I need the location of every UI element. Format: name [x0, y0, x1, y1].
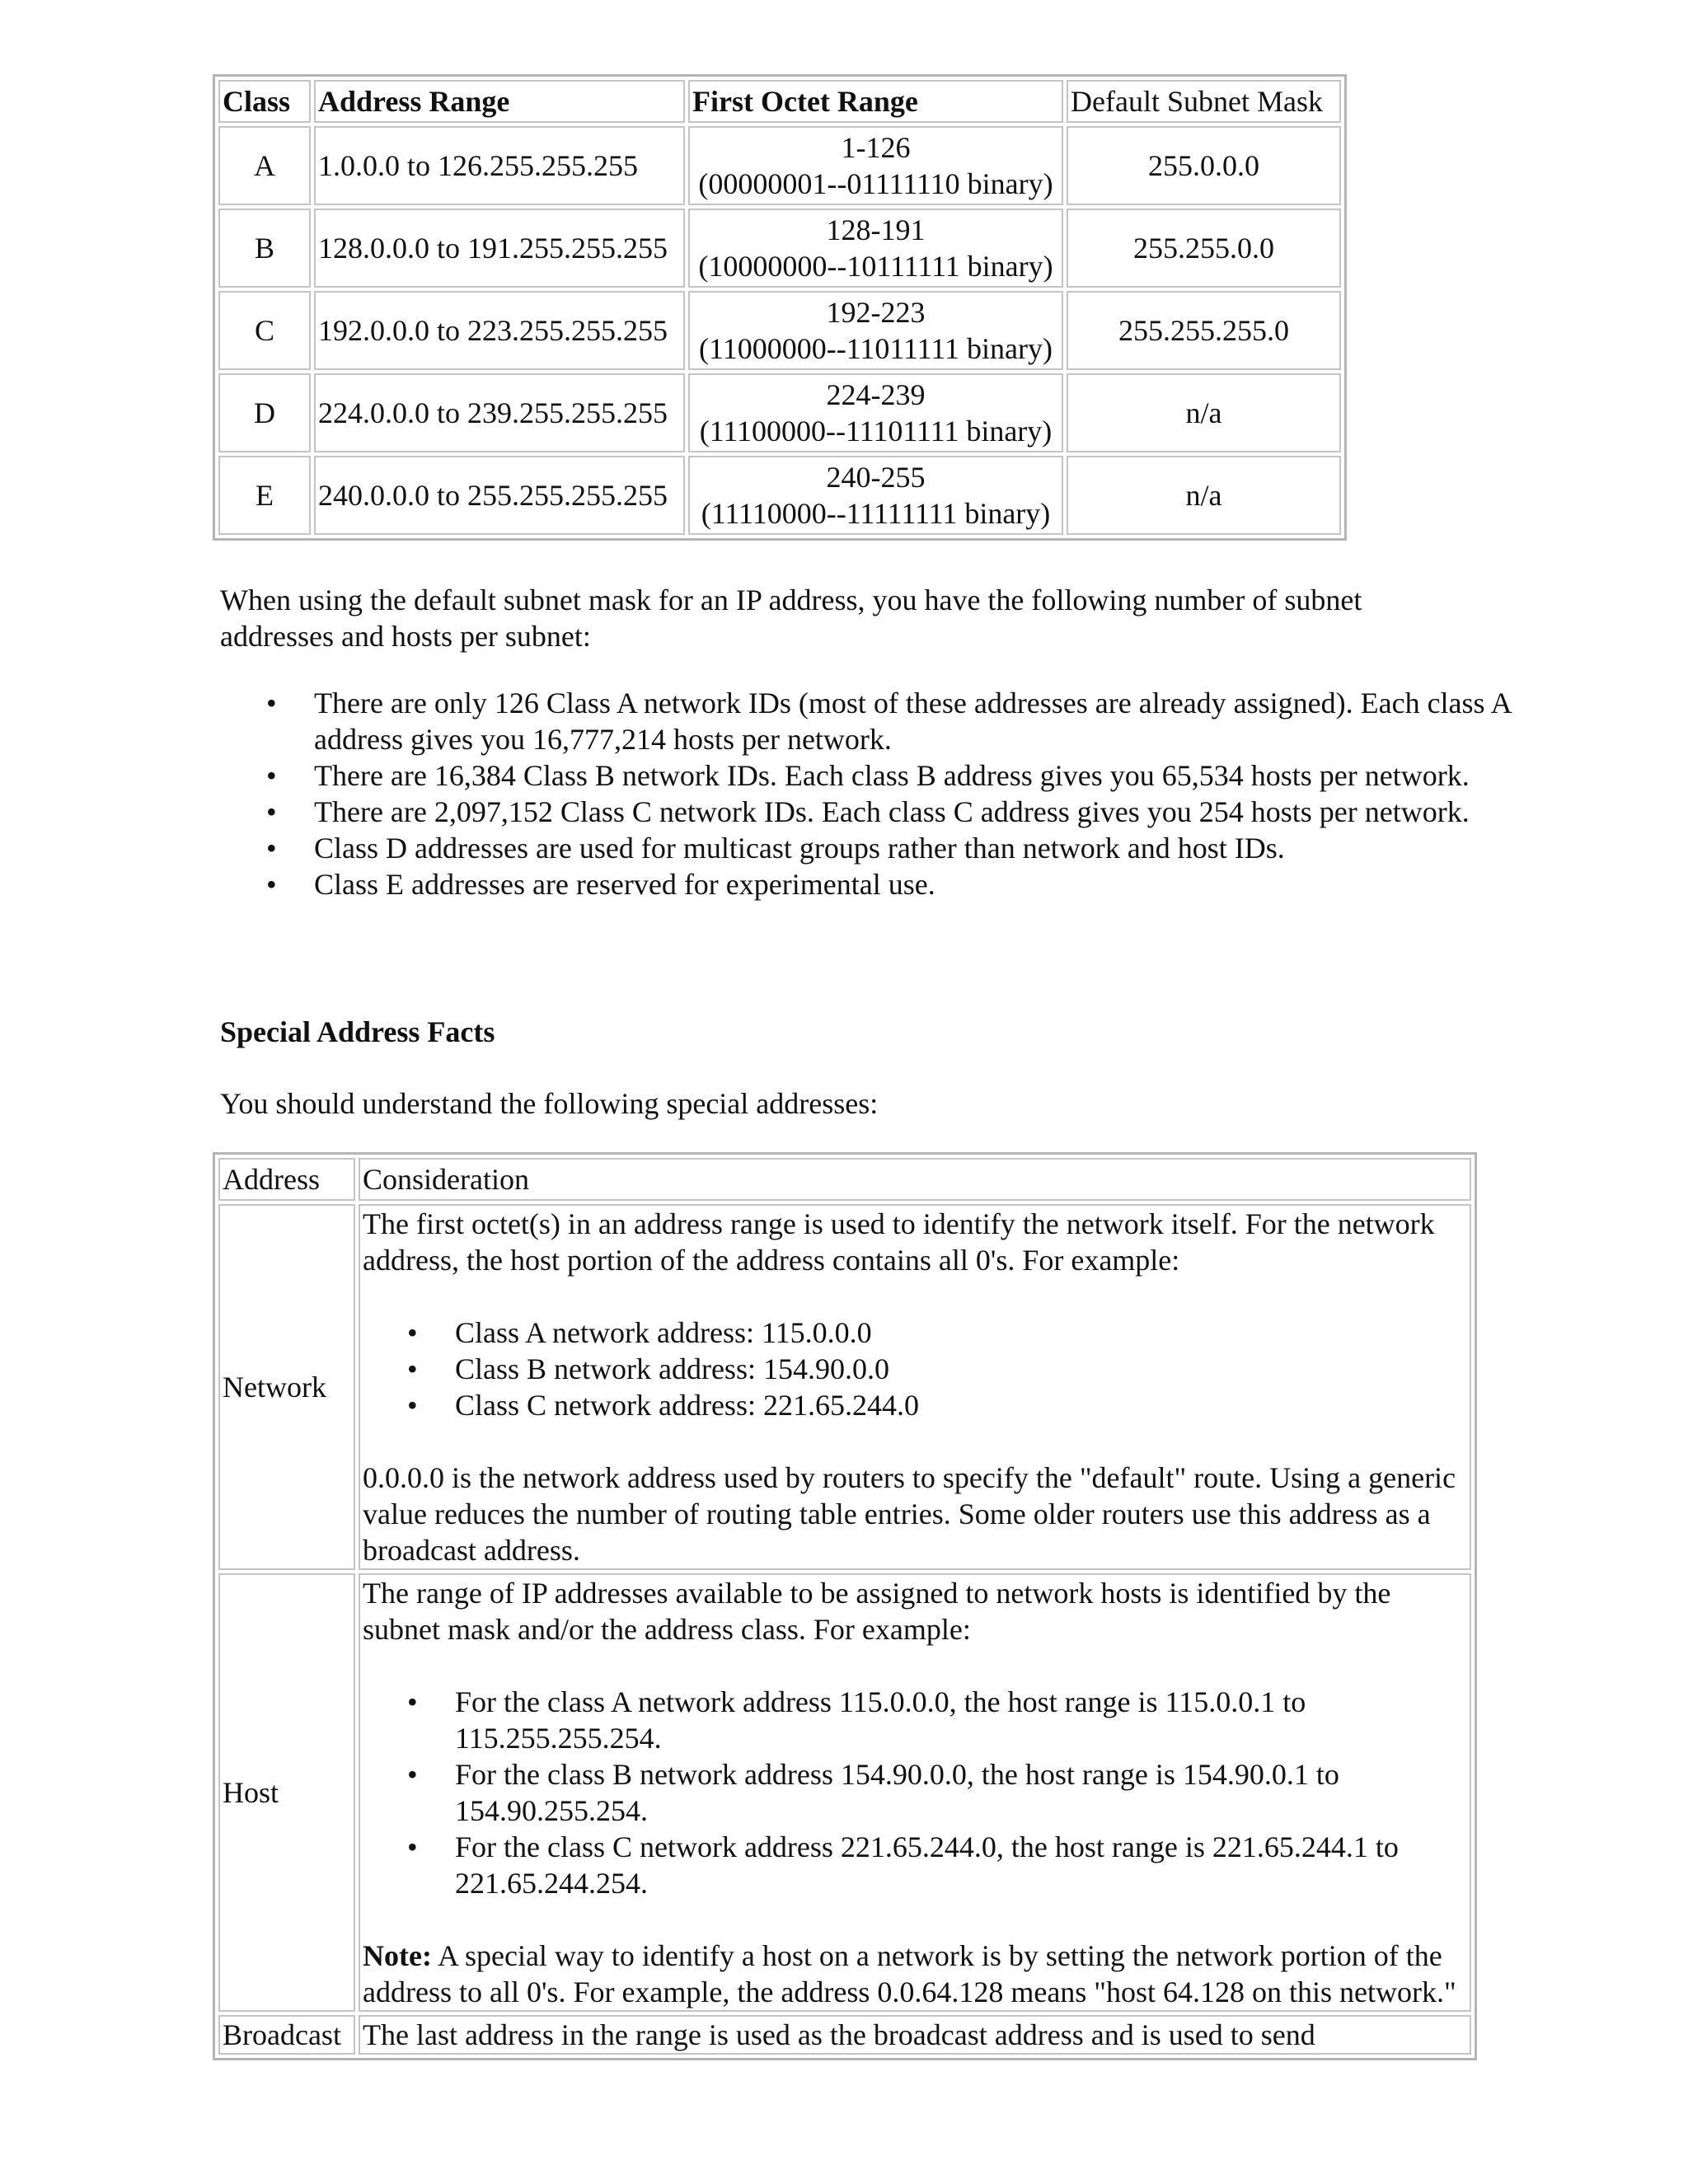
subnet-mask-cell: n/a — [1067, 456, 1341, 535]
address-range-cell: 192.0.0.0 to 223.255.255.255 — [314, 291, 685, 370]
header-default-subnet-mask: Default Subnet Mask — [1067, 80, 1341, 123]
class-table-row — [218, 126, 1341, 205]
list-item: • For the class B network address 154.90.0.0, the host range is 154.90.0.1 to 154.90.255.254. — [455, 1756, 1467, 1829]
list-item: • There are only 126 Class A network IDs (most of these addresses are already assigned). Each class A address gives you 16,777,214 hosts per network. — [314, 685, 1517, 757]
octet-binary: (11000000--11011111 binary) — [699, 332, 1053, 365]
address-label: Broadcast — [218, 2015, 355, 2055]
octet-decimal: 128-191 — [826, 213, 926, 246]
section-intro: You should understand the following special addresses: — [220, 1087, 879, 1120]
special-address-table — [213, 1152, 1477, 2060]
special-row-network — [218, 1204, 1471, 1570]
first-octet-cell — [688, 291, 1063, 370]
octet-binary: (11110000--11111111 binary) — [701, 497, 1051, 530]
first-octet-cell — [688, 456, 1063, 535]
list-item: • For the class A network address 115.0.0.0, the host range is 115.0.0.1 to 115.255.255.254. — [455, 1684, 1467, 1756]
class-table-row — [218, 291, 1341, 370]
list-item: • Class A network address: 115.0.0.0 — [455, 1315, 1467, 1351]
section-heading: Special Address Facts — [220, 1015, 495, 1048]
octet-binary: (11100000--11101111 binary) — [699, 415, 1053, 448]
consideration-cell: The last address in the range is used as the broadcast address and is used to send — [359, 2015, 1471, 2055]
subnet-mask-cell: 255.255.255.0 — [1067, 291, 1341, 370]
address-range-cell: 128.0.0.0 to 191.255.255.255 — [314, 209, 685, 288]
octet-binary: (00000001--01111110 binary) — [698, 167, 1053, 200]
class-cell: D — [218, 373, 311, 452]
header-address-range: Address Range — [314, 80, 685, 123]
consideration-outro: 0.0.0.0 is the network address used by routers to specify the "default" route. Using a generic value reduces the number of routing table entries. Some older routers use this address as a broadcast address. — [363, 1461, 1456, 1567]
list-item: • Class B network address: 154.90.0.0 — [455, 1351, 1467, 1387]
list-item: • There are 16,384 Class B network IDs. Each class B address gives you 65,534 hosts per network. — [314, 757, 1517, 794]
list-item: • Class C network address: 221.65.244.0 — [455, 1387, 1467, 1423]
example-list — [363, 1315, 1467, 1423]
class-table-row — [218, 209, 1341, 288]
address-range-cell: 1.0.0.0 to 126.255.255.255 — [314, 126, 685, 205]
list-item: • Class D addresses are used for multicast groups rather than network and host IDs. — [314, 830, 1517, 866]
intro-paragraph: When using the default subnet mask for an IP address, you have the following number of subnet addresses and hosts per subnet: — [220, 583, 1362, 653]
address-range-cell: 224.0.0.0 to 239.255.255.255 — [314, 373, 685, 452]
list-item: • There are 2,097,152 Class C network IDs. Each class C address gives you 254 hosts per network. — [314, 794, 1517, 830]
first-octet-cell — [688, 373, 1063, 452]
class-cell: A — [218, 126, 311, 205]
address-label: Network — [218, 1204, 355, 1570]
address-class-table — [213, 74, 1347, 541]
class-cell: C — [218, 291, 311, 370]
subnet-mask-cell: 255.255.0.0 — [1067, 209, 1341, 288]
octet-decimal: 1-126 — [841, 131, 911, 164]
list-item: • For the class C network address 221.65.244.0, the host range is 221.65.244.1 to 221.65.244.254. — [455, 1829, 1467, 1901]
class-table-row — [218, 456, 1341, 535]
special-row-broadcast — [218, 2015, 1471, 2055]
address-label: Host — [218, 1573, 355, 2012]
class-cell: B — [218, 209, 311, 288]
class-facts-list — [220, 685, 1517, 902]
list-item: • Class E addresses are reserved for experimental use. — [314, 866, 1517, 902]
host-note — [363, 1938, 1467, 2010]
first-octet-cell — [688, 126, 1063, 205]
header-address: Address — [218, 1158, 355, 1201]
octet-decimal: 240-255 — [826, 461, 926, 494]
class-table-header-row — [218, 80, 1341, 123]
header-first-octet-range: First Octet Range — [688, 80, 1063, 123]
example-list — [363, 1684, 1467, 1901]
note-label: Note: — [363, 1939, 432, 1972]
consideration-cell — [359, 1573, 1471, 2012]
consideration-cell — [359, 1204, 1471, 1570]
consideration-intro: The range of IP addresses available to be assigned to network hosts is identified by the subnet mask and/or the address class. For example: — [363, 1577, 1391, 1646]
special-table-header-row — [218, 1158, 1471, 1201]
octet-decimal: 224-239 — [826, 378, 926, 411]
note-text: A special way to identify a host on a network is by setting the network portion of the address to all 0's. For example, the address 0.0.64.128 means "host 64.128 on this network." — [363, 1939, 1456, 2008]
subnet-mask-cell: 255.0.0.0 — [1067, 126, 1341, 205]
subnet-mask-cell: n/a — [1067, 373, 1341, 452]
header-class: Class — [218, 80, 311, 123]
first-octet-cell — [688, 209, 1063, 288]
class-cell: E — [218, 456, 311, 535]
octet-binary: (10000000--10111111 binary) — [698, 250, 1053, 283]
class-table-row — [218, 373, 1341, 452]
octet-decimal: 192-223 — [826, 296, 926, 329]
special-row-host — [218, 1573, 1471, 2012]
header-consideration: Consideration — [359, 1158, 1471, 1201]
address-range-cell: 240.0.0.0 to 255.255.255.255 — [314, 456, 685, 535]
consideration-intro: The first octet(s) in an address range is used to identify the network itself. For the network address, the host portion of the address contains all 0's. For example: — [363, 1207, 1435, 1277]
